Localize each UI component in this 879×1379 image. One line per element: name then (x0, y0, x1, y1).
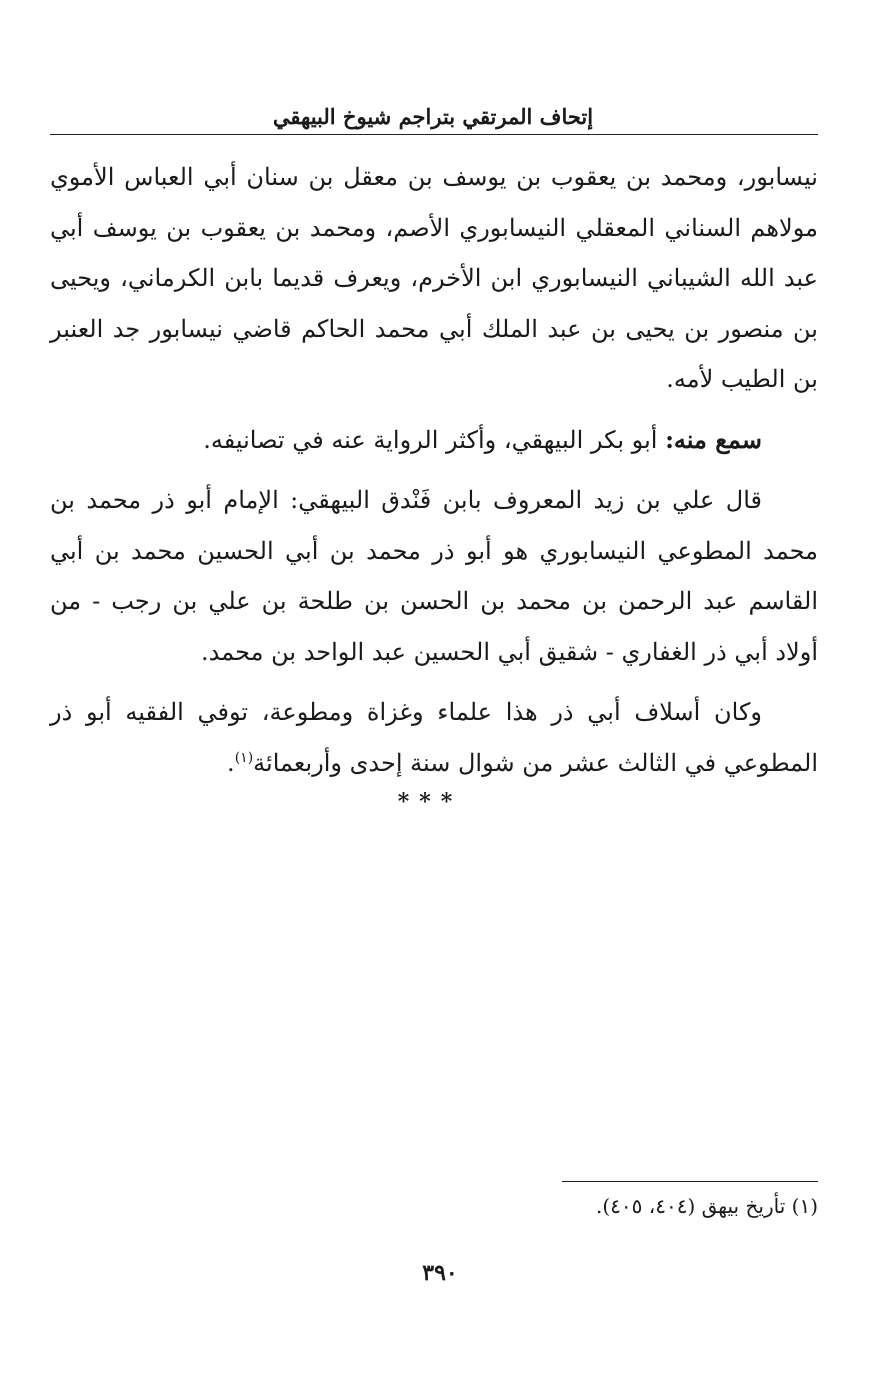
main-text (50, 152, 818, 798)
heard-from-label: سمع منه: (665, 424, 762, 454)
paragraph-2 (50, 415, 818, 466)
page-number: ٣٩٠ (422, 1260, 458, 1286)
paragraph-2-text: أبو بكر البيهقي، وأكثر الرواية عنه في تصانيفه. (203, 425, 666, 454)
section-separator: *** (397, 789, 463, 815)
footnote-rule (562, 1181, 818, 1182)
paragraph-4-text: وكان أسلاف أبي ذر هذا علماء وغزاة ومطوعة، توفي الفقيه أبو ذر المطوعي في الثالث عشر من شوال سنة إحدى وأربعمائة (50, 698, 818, 777)
footnote-reference[interactable]: (١) (234, 749, 254, 766)
footnote-text: (١) تأريخ بيهق (٤٠٤، ٤٠٥). (596, 1194, 818, 1218)
header-rule (50, 134, 818, 135)
paragraph-3: قال علي بن زيد المعروف بابن فَنْدق البيهقي: الإمام أبو ذر محمد بن محمد المطوعي النيسابوري هو أبو ذر محمد بن أبي الحسين محمد بن أبي القاسم عبد الرحمن بن محمد بن الحسن بن طلحة بن علي بن رجب - من أولاد أبي ذر الغفاري - شقيق أبي الحسين عبد الواحد بن محمد. (50, 486, 818, 666)
paragraph-4-end: . (227, 748, 235, 777)
running-header-title: إتحاف المرتقي بتراجم شيوخ البيهقي (272, 104, 594, 129)
paragraph-4 (50, 687, 818, 788)
paragraph-1: نيسابور، ومحمد بن يعقوب بن يوسف بن معقل بن سنان أبي العباس الأموي مولاهم السناني المعقلي النيسابوري الأصم، ومحمد بن يعقوب بن يوسف أبي عبد الله الشيباني النيسابوري ابن الأخرم، ويعرف قديما بابن الكرماني، ويحيى بن منصور بن يحيى بن عبد الملك أبي محمد الحاكم قاضي نيسابور جد العنبر بن الطيب لأمه. (50, 163, 818, 393)
